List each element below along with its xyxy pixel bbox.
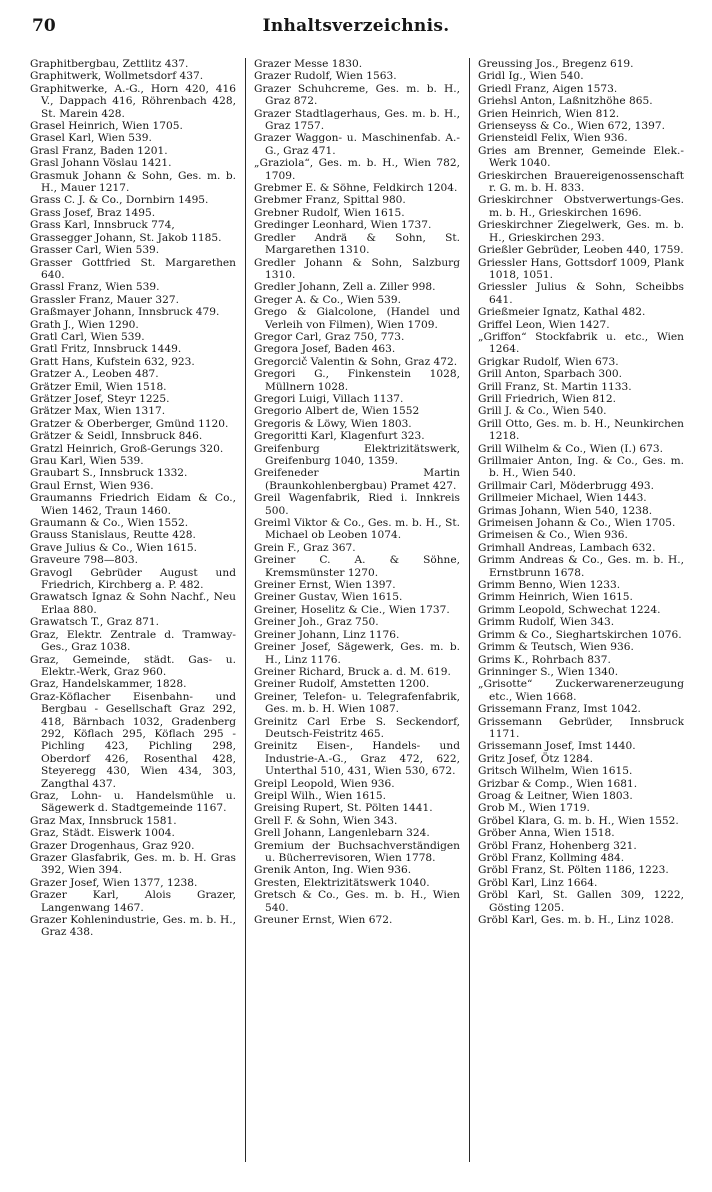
index-entry: Gravogl Gebrüder August und Friedrich, Kirchberg a. P. 482. bbox=[30, 566, 236, 592]
index-entry: Grimeisen & Co., Wien 936. bbox=[478, 529, 628, 542]
index-entry: Grill Wilhelm & Co., Wien (I.) 673. bbox=[478, 442, 663, 455]
index-entry: Grill Friedrich, Wien 812. bbox=[478, 392, 616, 405]
index-entry: Gregori G., Finkenstein 1028, Müllnern 1028. bbox=[254, 368, 460, 393]
index-entry: Gratt Hans, Kufstein 632, 923. bbox=[30, 355, 195, 368]
index-entry: Greiner C. A. & Söhne, Kremsmünster 1270. bbox=[254, 554, 460, 579]
index-entry: Gröbl Franz, St. Pölten 1186, 1223. bbox=[478, 864, 669, 877]
index-entry: Grass Karl, Innsbruck 774, bbox=[30, 219, 175, 232]
index-entry: Grießmeier Ignatz, Kathal 482. bbox=[478, 306, 646, 319]
index-entry: Greinitz Carl Erbe S. Seckendorf, Deutsch-Feistritz 465. bbox=[254, 715, 460, 740]
index-entry: Gregorio Albert de, Wien 1552 bbox=[254, 405, 420, 418]
page-number: 70 bbox=[32, 16, 56, 36]
index-entry: Grazer Josef, Wien 1377, 1238. bbox=[30, 876, 198, 889]
index-entry: Grenik Anton, Ing. Wien 936. bbox=[254, 864, 412, 877]
index-entry: Grieskirchner Ziegelwerk, Ges. m. b. H., Grieskirchen 293. bbox=[478, 219, 684, 244]
index-column-1 bbox=[30, 58, 236, 1178]
index-entry: Greuner Ernst, Wien 672. bbox=[254, 914, 393, 927]
index-entry: Grätzer & Seidl, Innsbruck 846. bbox=[30, 430, 203, 443]
index-entry: Grätzer Emil, Wien 1518. bbox=[30, 380, 167, 393]
index-entry: Gröbel Klara, G. m. b. H., Wien 1552. bbox=[478, 814, 679, 827]
index-entry: Graubart S., Innsbruck 1332. bbox=[30, 467, 188, 480]
index-entry: Graphitwerke, A.-G., Horn 420, 416 V., Dappach 416, Röhrenbach 428, St. Marein 428. bbox=[30, 82, 236, 120]
index-entry: Grassegger Johann, St. Jakob 1185. bbox=[30, 231, 222, 244]
index-entry: Grießler Gebrüder, Leoben 440, 1759. bbox=[478, 244, 684, 257]
index-entry: Grave Julius & Co., Wien 1615. bbox=[30, 541, 198, 554]
index-entry: Greinitz Eisen-, Handels- und Industrie-A.-G., Graz 472, 622, Unterthal 510, 431, Wien 530, 672. bbox=[254, 740, 460, 778]
index-entry: Grimhall Andreas, Lambach 632. bbox=[478, 541, 656, 554]
index-entry: Graßmayer Johann, Innsbruck 479. bbox=[30, 306, 220, 319]
index-entry: Gretsch & Co., Ges. m. b. H., Wien 540. bbox=[254, 889, 460, 914]
index-entry: Grienseyss & Co., Wien 672, 1397. bbox=[478, 120, 665, 133]
index-entry: Grein F., Graz 367. bbox=[254, 541, 356, 554]
index-entry: Grimm & Teutsch, Wien 936. bbox=[478, 641, 634, 654]
index-entry: Gresten, Elektrizitätswerk 1040. bbox=[254, 876, 430, 889]
index-entry: Greger A. & Co., Wien 539. bbox=[254, 293, 401, 306]
index-entry: Greiner Johann, Linz 1176. bbox=[254, 628, 400, 641]
index-entry: Grizbar & Comp., Wien 1681. bbox=[478, 777, 638, 790]
index-entry: Greifeneder Martin (Braunkohlenbergbau) Pramet 427. bbox=[254, 467, 460, 492]
index-entry: Gregorcič Valentin & Sohn, Graz 472. bbox=[254, 355, 458, 368]
index-entry: Grazer Schuhcreme, Ges. m. b. H., Graz 872. bbox=[254, 82, 460, 108]
index-entry: Grissemann Josef, Imst 1440. bbox=[478, 740, 636, 753]
index-entry: Grell F. & Sohn, Wien 343. bbox=[254, 814, 398, 827]
index-entry: Greil Wagenfabrik, Ried i. Innkreis 500. bbox=[254, 492, 460, 517]
index-entry: Grasser Gottfried St. Margarethen 640. bbox=[30, 256, 236, 281]
index-entry: Grimas Johann, Wien 540, 1238. bbox=[478, 504, 653, 517]
index-entry: Grazer Messe 1830. bbox=[254, 58, 363, 70]
index-entry: Gröbl Karl, Linz 1664. bbox=[478, 876, 598, 889]
index-entry: Grasl Franz, Baden 1201. bbox=[30, 144, 168, 157]
index-entry: Gregor Carl, Graz 750, 773. bbox=[254, 330, 405, 343]
index-entry: Grimm Heinrich, Wien 1615. bbox=[478, 591, 633, 604]
index-entry: Gregora Josef, Baden 463. bbox=[254, 343, 396, 356]
index-entry: Gregori Luigi, Villach 1137. bbox=[254, 392, 404, 405]
page-header bbox=[30, 16, 682, 42]
index-entry: Graz, Lohn- u. Handelsmühle u. Sägewerk d. Stadtgemeinde 1167. bbox=[30, 789, 236, 815]
index-entry: Grillmaier Anton, Ing. & Co., Ges. m. b. H., Wien 540. bbox=[478, 455, 684, 480]
index-entry: Griedl Franz, Aigen 1573. bbox=[478, 82, 618, 95]
index-entry: Gredler Johann & Sohn, Salzburg 1310. bbox=[254, 256, 460, 281]
index-entry: „Grisotte“ Zuckerwarenerzeugung etc., Wien 1668. bbox=[478, 678, 684, 703]
index-entry: Grazer Kohlenindustrie, Ges. m. b. H., Graz 438. bbox=[30, 914, 236, 939]
index-entry: Greiner Rudolf, Amstetten 1200. bbox=[254, 678, 430, 691]
index-entry: Grassler Franz, Mauer 327. bbox=[30, 293, 179, 306]
index-entry: Grimm Andreas & Co., Ges. m. b. H., Ernstbrunn 1678. bbox=[478, 554, 684, 579]
index-entry: Greiner Ernst, Wien 1397. bbox=[254, 579, 396, 592]
index-column-3 bbox=[478, 58, 684, 1178]
index-entry: Grissemann Franz, Imst 1042. bbox=[478, 703, 641, 716]
index-entry: Graphitbergbau, Zettlitz 437. bbox=[30, 58, 189, 70]
index-entry: Grinninger S., Wien 1340. bbox=[478, 665, 619, 678]
index-entry: Grims K., Rohrbach 837. bbox=[478, 653, 611, 666]
index-entry: Grasel Karl, Wien 539. bbox=[30, 132, 152, 145]
index-entry: Gratl Carl, Wien 539. bbox=[30, 330, 145, 343]
index-entry: Grazer Drogenhaus, Graz 920. bbox=[30, 839, 195, 852]
index-entry: Gremium der Buchsachverständigen u. Bücherrevisoren, Wien 1778. bbox=[254, 839, 460, 864]
index-entry: Griessler Julius & Sohn, Scheibbs 641. bbox=[478, 281, 684, 306]
index-entry: Grill J. & Co., Wien 540. bbox=[478, 405, 607, 418]
index-entry: Gredler Johann, Zell a. Ziller 998. bbox=[254, 281, 436, 294]
index-entry: Gröbl Franz, Kollming 484. bbox=[478, 852, 625, 864]
index-entry: Gratzer A., Leoben 487. bbox=[30, 368, 159, 381]
running-title: Inhaltsverzeichnis. bbox=[262, 16, 450, 36]
index-entry: Grazer Glasfabrik, Ges. m. b. H. Gras 392, Wien 394. bbox=[30, 852, 236, 877]
index-entry: Greiner Gustav, Wien 1615. bbox=[254, 591, 403, 604]
index-entry: Greipl Leopold, Wien 936. bbox=[254, 777, 395, 790]
index-entry: Grasmuk Johann & Sohn, Ges. m. b. H., Mauer 1217. bbox=[30, 169, 236, 195]
index-entry: Greipl Wilh., Wien 1615. bbox=[254, 789, 387, 802]
index-entry: Grieskirchner Obstverwertungs-Ges. m. b. H., Grieskirchen 1696. bbox=[478, 194, 684, 219]
index-entry: Grimm Benno, Wien 1233. bbox=[478, 579, 621, 592]
index-entry: Graz, Gemeinde, städt. Gas- u. Elektr.-Werk, Graz 960. bbox=[30, 653, 236, 678]
index-entry: Gratl Fritz, Innsbruck 1449. bbox=[30, 343, 182, 356]
index-entry: Grego & Gialcolone, (Handel und Verleih von Filmen), Wien 1709. bbox=[254, 306, 460, 331]
index-entry: Grebmer E. & Söhne, Feldkirch 1204. bbox=[254, 182, 458, 195]
index-entry: Grigkar Rudolf, Wien 673. bbox=[478, 355, 619, 368]
index-entry: Grätzer Max, Wien 1317. bbox=[30, 405, 166, 418]
index-entry: Greiner Joh., Graz 750. bbox=[254, 616, 379, 629]
index-entry: Greiner Josef, Sägewerk, Ges. m. b. H., Linz 1176. bbox=[254, 641, 460, 666]
index-entry: Grissemann Gebrüder, Innsbruck 1171. bbox=[478, 715, 684, 740]
index-entry: Gratzer & Oberberger, Gmünd 1120. bbox=[30, 417, 229, 430]
index-entry: Grieskirchen Brauereigenossenschaft r. G. m. b. H. 833. bbox=[478, 169, 684, 195]
index-entry: Groag & Leitner, Wien 1803. bbox=[478, 789, 633, 802]
index-entry: Grasel Heinrich, Wien 1705. bbox=[30, 120, 183, 133]
index-entry: Grimm & Co., Sieghartskirchen 1076. bbox=[478, 628, 682, 641]
index-entry: Gröbl Karl, Ges. m. b. H., Linz 1028. bbox=[478, 914, 674, 927]
index-columns bbox=[30, 58, 682, 1178]
index-entry: Grazer Stadtlagerhaus, Ges. m. b. H., Graz 1757. bbox=[254, 107, 460, 133]
index-entry: Grill Franz, St. Martin 1133. bbox=[478, 380, 632, 393]
index-entry: Grass C. J. & Co., Dornbirn 1495. bbox=[30, 194, 209, 207]
index-entry: Grazer Waggon- u. Maschinenfab. A.-G., Graz 471. bbox=[254, 132, 460, 157]
index-entry: Greiner, Telefon- u. Telegrafenfabrik, Ges. m. b. H. Wien 1087. bbox=[254, 690, 460, 716]
index-entry: Grasl Johann Vöslau 1421. bbox=[30, 157, 172, 170]
index-entry: Graz Max, Innsbruck 1581. bbox=[30, 814, 177, 827]
index-entry: Gritsch Wilhelm, Wien 1615. bbox=[478, 765, 633, 778]
index-entry: Grawatsch Ignaz & Sohn Nachf., Neu Erlaa 880. bbox=[30, 591, 236, 616]
index-entry: Gritz Josef, Ötz 1284. bbox=[478, 752, 593, 765]
index-entry: Graz, Elektr. Zentrale d. Tramway-Ges., Graz 1038. bbox=[30, 628, 236, 654]
index-entry: Gredler Andrä & Sohn, St. Margarethen 1310. bbox=[254, 231, 460, 257]
index-entry: Grass Josef, Braz 1495. bbox=[30, 206, 156, 219]
index-entry: Gridl Ig., Wien 540. bbox=[478, 70, 584, 83]
index-entry: Grasser Carl, Wien 539. bbox=[30, 244, 160, 257]
index-entry: Greiner, Hoselitz & Cie., Wien 1737. bbox=[254, 603, 450, 616]
index-entry: Graz, Städt. Eiswerk 1004. bbox=[30, 827, 175, 840]
index-entry: Grob M., Wien 1719. bbox=[478, 802, 590, 815]
index-column-2 bbox=[254, 58, 460, 1178]
index-entry: Gratzl Heinrich, Groß-Gerungs 320. bbox=[30, 442, 224, 455]
index-entry: Grawatsch T., Graz 871. bbox=[30, 616, 160, 629]
index-entry: Graphitwerk, Wollmetsdorf 437. bbox=[30, 70, 204, 83]
index-entry: Gröbl Franz, Hohenberg 321. bbox=[478, 839, 637, 852]
index-entry: Grätzer Josef, Steyr 1225. bbox=[30, 392, 170, 405]
index-entry: Graveure 798—803. bbox=[30, 554, 139, 567]
index-entry: Gries am Brenner, Gemeinde Elek.-Werk 1040. bbox=[478, 144, 684, 170]
index-entry: Grell Johann, Langenlebarn 324. bbox=[254, 827, 430, 840]
index-entry: Griehsl Anton, Laßnitzhöhe 865. bbox=[478, 95, 653, 108]
index-entry: Grazer Rudolf, Wien 1563. bbox=[254, 70, 397, 83]
index-entry: Grimeisen Johann & Co., Wien 1705. bbox=[478, 517, 676, 530]
index-entry: Grebner Rudolf, Wien 1615. bbox=[254, 206, 405, 219]
index-entry: „Graziola“, Ges. m. b. H., Wien 782, 1709. bbox=[254, 157, 460, 182]
index-entry: Gregoris & Löwy, Wien 1803. bbox=[254, 417, 412, 430]
index-entry: Grillmair Carl, Möderbrugg 493. bbox=[478, 479, 655, 492]
index-entry: Greifenburg Elektrizitätswerk, Greifenburg 1040, 1359. bbox=[254, 442, 460, 467]
index-entry: Gregoritti Karl, Klagenfurt 323. bbox=[254, 430, 425, 443]
index-entry: Griessler Hans, Gottsdorf 1009, Plank 1018, 1051. bbox=[478, 256, 684, 281]
index-entry: Grebmer Franz, Spittal 980. bbox=[254, 194, 406, 207]
index-entry: Grill Anton, Sparbach 300. bbox=[478, 368, 622, 381]
index-entry: Graz, Handelskammer, 1828. bbox=[30, 678, 187, 691]
index-entry: Greising Rupert, St. Pölten 1441. bbox=[254, 802, 433, 815]
index-entry: Greiner Richard, Bruck a. d. M. 619. bbox=[254, 665, 451, 678]
index-entry: „Griffon“ Stockfabrik u. etc., Wien 1264. bbox=[478, 330, 684, 356]
index-entry: Griensteidl Felix, Wien 936. bbox=[478, 132, 628, 145]
index-entry: Grien Heinrich, Wien 812. bbox=[478, 107, 620, 120]
index-entry: Grillmeier Michael, Wien 1443. bbox=[478, 492, 647, 505]
index-entry: Grimm Leopold, Schwechat 1224. bbox=[478, 603, 661, 616]
index-entry: Grimm Rudolf, Wien 343. bbox=[478, 616, 615, 629]
index-entry: Gröbl Karl, St. Gallen 309, 1222, Gösting 1205. bbox=[478, 889, 684, 914]
index-entry: Grau Karl, Wien 539. bbox=[30, 455, 144, 467]
index-entry: Grassl Franz, Wien 539. bbox=[30, 281, 160, 294]
index-entry: Grazer Karl, Alois Grazer, Langenwang 1467. bbox=[30, 889, 236, 914]
index-entry: Grill Otto, Ges. m. b. H., Neunkirchen 1218. bbox=[478, 417, 684, 443]
index-entry: Griffel Leon, Wien 1427. bbox=[478, 318, 610, 331]
index-entry: Gredinger Leonhard, Wien 1737. bbox=[254, 219, 432, 232]
index-entry: Graumanns Friedrich Eidam & Co., Wien 1462, Traun 1460. bbox=[30, 492, 236, 517]
index-entry: Grath J., Wien 1290. bbox=[30, 318, 139, 331]
index-entry: Gröber Anna, Wien 1518. bbox=[478, 827, 615, 840]
index-entry: Greiml Viktor & Co., Ges. m. b. H., St. Michael ob Leoben 1074. bbox=[254, 517, 460, 542]
index-entry: Graul Ernst, Wien 936. bbox=[30, 479, 154, 492]
index-entry: Graumann & Co., Wien 1552. bbox=[30, 517, 189, 530]
index-entry: Graz-Köflacher Eisenbahn- und Bergbau - Gesellschaft Graz 292, 418, Bärnbach 1032, Gradenberg 292, Köflach 295, Köflach 295 - Pichling 423, Pichling 298, Oberdorf 426, Rosenthal 428, Steyeregg 430, Wien 434, 303, Zangthal 437. bbox=[30, 690, 236, 790]
index-entry: Greussing Jos., Bregenz 619. bbox=[478, 58, 634, 70]
index-entry: Grauss Stanislaus, Reutte 428. bbox=[30, 529, 196, 542]
